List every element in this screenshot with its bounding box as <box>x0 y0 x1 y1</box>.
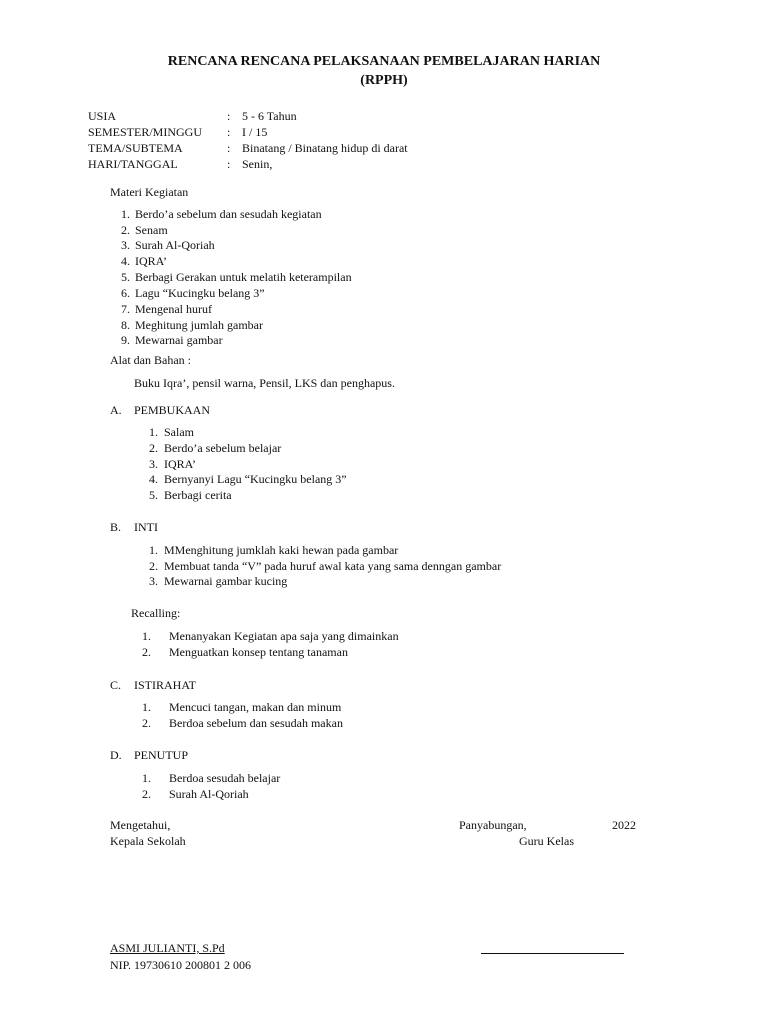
list-item-number: 1. <box>142 629 151 643</box>
list-item: IQRA’ <box>164 457 196 471</box>
info-sep: : <box>227 125 231 139</box>
info-sep: : <box>227 157 231 171</box>
principal-name: ASMI JULIANTI, S.Pd <box>110 941 225 955</box>
info-value-tema: Binatang / Binatang hidup di darat <box>242 141 408 155</box>
document-title: RENCANA RENCANA PELAKSANAAN PEMBELAJARAN HARIAN <box>167 54 601 69</box>
info-sep: : <box>227 141 231 155</box>
info-label-semester: SEMESTER/MINGGU <box>88 125 203 139</box>
list-item: Mencuci tangan, makan dan minum <box>169 700 342 714</box>
list-item-number: 4. <box>121 254 130 268</box>
list-item-number: 6. <box>121 286 130 300</box>
list-item: Berdo’a sebelum dan sesudah kegiatan <box>135 207 322 221</box>
recalling-heading: Recalling: <box>131 606 181 620</box>
list-item: MMenghitung jumklah kaki hewan pada gambar <box>164 543 399 557</box>
list-item: Bernyanyi Lagu “Kucingku belang 3” <box>164 472 347 486</box>
list-item: Berdoa sesudah belajar <box>169 771 281 785</box>
list-item-number: 2. <box>149 441 158 455</box>
list-item: Menanyakan Kegiatan apa saja yang dimainkan <box>169 629 399 643</box>
principal-nip: NIP. 19730610 200801 2 006 <box>110 958 252 972</box>
list-item: Mengenal huruf <box>135 302 212 316</box>
section-letter: C. <box>110 678 122 692</box>
alat-heading: Alat dan Bahan : <box>110 353 191 367</box>
list-item-number: 1. <box>149 543 158 557</box>
list-item-number: 3. <box>149 574 158 588</box>
list-item: Berdo’a sebelum belajar <box>164 441 282 455</box>
list-item: Berbagi cerita <box>164 488 232 502</box>
list-item: Mewarnai gambar kucing <box>164 574 288 588</box>
materi-heading: Materi Kegiatan <box>110 185 189 199</box>
list-item-number: 2. <box>149 559 158 573</box>
list-item-number: 2. <box>142 787 151 801</box>
guru-kelas-label: Guru Kelas <box>519 834 574 848</box>
section-heading-pembukaan: PEMBUKAAN <box>134 403 211 417</box>
info-label-usia: USIA <box>88 109 117 123</box>
section-letter: B. <box>110 520 122 534</box>
section-heading-istirahat: ISTIRAHAT <box>134 678 196 692</box>
list-item: Surah Al-Qoriah <box>135 238 215 252</box>
list-item-number: 7. <box>121 302 130 316</box>
info-label-tema: TEMA/SUBTEMA <box>88 141 183 155</box>
list-item: Senam <box>135 223 168 237</box>
list-item-number: 5. <box>121 270 130 284</box>
info-value-hari: Senin, <box>242 157 273 171</box>
list-item: Berbagi Gerakan untuk melatih keterampilan <box>135 270 352 284</box>
year-label: 2022 <box>612 818 636 832</box>
list-item-number: 9. <box>121 333 130 347</box>
list-item-number: 1. <box>142 700 151 714</box>
list-item-number: 1. <box>149 425 158 439</box>
list-item: Membuat tanda “V” pada huruf awal kata yang sama denngan gambar <box>164 559 502 573</box>
list-item-number: 5. <box>149 488 158 502</box>
list-item-number: 8. <box>121 318 130 332</box>
alat-text: Buku Iqra’, pensil warna, Pensil, LKS dan penghapus. <box>134 376 395 390</box>
list-item: Berdoa sebelum dan sesudah makan <box>169 716 343 730</box>
info-label-hari: HARI/TANGGAL <box>88 157 178 171</box>
list-item: Salam <box>164 425 194 439</box>
list-item: Meghitung jumlah gambar <box>135 318 263 332</box>
list-item-number: 3. <box>121 238 130 252</box>
info-value-usia: 5 - 6 Tahun <box>242 109 297 123</box>
place-label: Panyabungan, <box>459 818 527 832</box>
document-subtitle: (RPPH) <box>360 73 408 88</box>
list-item-number: 3. <box>149 457 158 471</box>
list-item-number: 4. <box>149 472 158 486</box>
info-sep: : <box>227 109 231 123</box>
section-letter: D. <box>110 748 122 762</box>
section-heading-inti: INTI <box>134 520 158 534</box>
section-letter: A. <box>110 403 122 417</box>
list-item: Mewarnai gambar <box>135 333 223 347</box>
list-item: Menguatkan konsep tentang tanaman <box>169 645 348 659</box>
teacher-signature-line <box>481 953 624 954</box>
list-item-number: 1. <box>142 771 151 785</box>
list-item: Surah Al-Qoriah <box>169 787 249 801</box>
list-item: Lagu “Kucingku belang 3” <box>135 286 265 300</box>
list-item-number: 2. <box>142 645 151 659</box>
mengetahui-label: Mengetahui, <box>110 818 171 832</box>
kepala-sekolah-label: Kepala Sekolah <box>110 834 186 848</box>
section-heading-penutup: PENUTUP <box>134 748 189 762</box>
list-item-number: 2. <box>121 223 130 237</box>
list-item-number: 2. <box>142 716 151 730</box>
list-item-number: 1. <box>121 207 130 221</box>
list-item: IQRA’ <box>135 254 167 268</box>
info-value-semester: I / 15 <box>242 125 268 139</box>
